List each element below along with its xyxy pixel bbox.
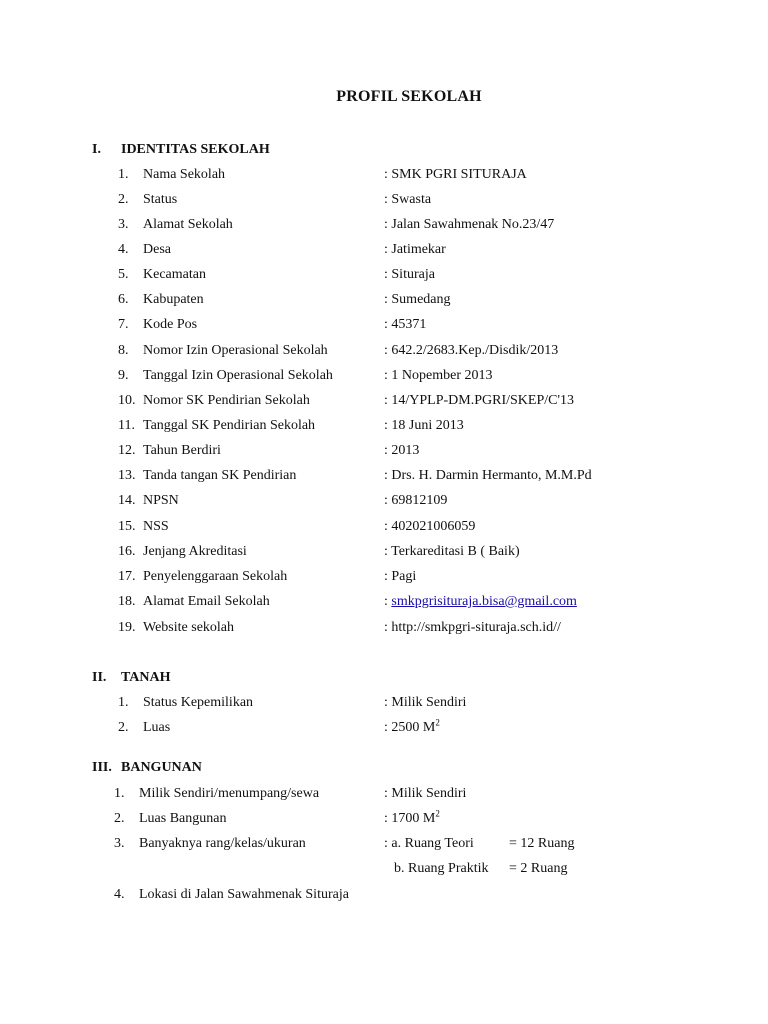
item-value: : 18 Juni 2013: [384, 418, 464, 433]
list-item: [0, 620, 768, 642]
item-label: NPSN: [143, 493, 179, 508]
item-value: : a. Ruang Teori: [384, 836, 474, 851]
item-value: : 69812109: [384, 493, 448, 508]
item-number: 7.: [118, 317, 129, 332]
item-equals-value: = 2 Ruang: [509, 861, 568, 876]
superscript: 2: [435, 808, 440, 819]
item-value: : http://smkpgri-situraja.sch.id//: [384, 620, 561, 635]
item-value: [384, 808, 440, 827]
item-label: Tanda tangan SK Pendirian: [143, 468, 297, 483]
item-number: 6.: [118, 292, 129, 307]
list-item: [0, 786, 768, 808]
item-number: 3.: [118, 217, 129, 232]
item-number: 2.: [114, 811, 125, 826]
item-label: Alamat Email Sekolah: [143, 594, 270, 609]
list-item: [0, 242, 768, 264]
item-label: NSS: [143, 519, 169, 534]
item-value: : 402021006059: [384, 519, 476, 534]
item-label: Website sekolah: [143, 620, 235, 635]
list-item: [0, 887, 768, 909]
item-number: 14.: [118, 493, 136, 508]
list-item: [0, 493, 768, 515]
list-item: [0, 808, 768, 833]
item-number: 4.: [114, 887, 125, 902]
item-number: 1.: [118, 695, 129, 710]
list-item: [0, 368, 768, 390]
item-number: 1.: [114, 786, 125, 801]
item-value: b. Ruang Praktik: [394, 861, 489, 876]
item-number: 13.: [118, 468, 136, 483]
list-item: [0, 217, 768, 239]
list-item: [0, 695, 768, 717]
list-item: [0, 343, 768, 365]
item-value: : Situraja: [384, 267, 435, 282]
item-value: : Swasta: [384, 192, 432, 207]
list-item: [0, 167, 768, 189]
list-item: [0, 717, 768, 742]
item-value: : Pagi: [384, 569, 417, 584]
section-heading-tanah: [92, 670, 171, 686]
section-title: IDENTITAS SEKOLAH: [121, 142, 270, 157]
list-item: [0, 569, 768, 591]
item-value: : SMK PGRI SITURAJA: [384, 167, 527, 182]
item-value: : Jalan Sawahmenak No.23/47: [384, 217, 555, 232]
item-number: 5.: [118, 267, 129, 282]
item-value: : 2013: [384, 443, 420, 458]
item-label: Nomor SK Pendirian Sekolah: [143, 393, 310, 408]
section-number: III.: [92, 760, 112, 775]
section-number: II.: [92, 670, 107, 685]
item-value: : Milik Sendiri: [384, 695, 467, 710]
item-label: Alamat Sekolah: [143, 217, 233, 232]
list-item: [0, 468, 768, 490]
superscript: 2: [435, 717, 440, 728]
item-number: 4.: [118, 242, 129, 257]
item-number: 8.: [118, 343, 129, 358]
list-item: [0, 393, 768, 415]
item-value: : Sumedang: [384, 292, 451, 307]
section-heading-identitas: [92, 142, 270, 158]
item-label: Luas: [143, 720, 171, 735]
item-number: 18.: [118, 594, 136, 609]
list-item: [0, 267, 768, 289]
item-label: Banyaknya rang/kelas/ukuran: [139, 836, 306, 851]
email-link[interactable]: smkpgrisituraja.bisa@gmail.com: [391, 594, 577, 609]
item-number: 9.: [118, 368, 129, 383]
item-value: : Milik Sendiri: [384, 786, 467, 801]
item-label: Kecamatan: [143, 267, 206, 282]
list-item: [0, 192, 768, 214]
item-label: Milik Sendiri/menumpang/sewa: [139, 786, 320, 801]
list-item: [0, 594, 768, 616]
item-label: Kode Pos: [143, 317, 198, 332]
item-value: [384, 717, 440, 736]
item-value: : Terkareditasi B ( Baik): [384, 544, 520, 559]
list-item: [0, 836, 768, 858]
item-label: Nama Sekolah: [143, 167, 226, 182]
item-number: 2.: [118, 720, 129, 735]
item-label: Tanggal SK Pendirian Sekolah: [143, 418, 316, 433]
section-number: I.: [92, 142, 101, 157]
section-heading-bangunan: [92, 760, 202, 776]
list-item: [0, 418, 768, 440]
value-prefix: :: [384, 594, 392, 609]
item-label: Penyelenggaraan Sekolah: [143, 569, 288, 584]
item-label: Lokasi di Jalan Sawahmenak Situraja: [139, 887, 349, 902]
item-label: Nomor Izin Operasional Sekolah: [143, 343, 328, 358]
item-value: : Jatimekar: [384, 242, 446, 257]
item-number: 12.: [118, 443, 136, 458]
item-number: 2.: [118, 192, 129, 207]
item-number: 15.: [118, 519, 136, 534]
item-label: Luas Bangunan: [139, 811, 227, 826]
item-label: Tanggal Izin Operasional Sekolah: [143, 368, 333, 383]
list-item: [0, 317, 768, 339]
list-item: [0, 443, 768, 465]
item-number: 10.: [118, 393, 136, 408]
item-label: Status Kepemilikan: [143, 695, 254, 710]
item-value: : 642.2/2683.Kep./Disdik/2013: [384, 343, 559, 358]
list-item: [0, 861, 768, 883]
item-number: 1.: [118, 167, 129, 182]
page-title: PROFIL SEKOLAH: [336, 88, 482, 105]
item-value: [384, 594, 577, 610]
item-number: 11.: [118, 418, 135, 433]
item-number: 17.: [118, 569, 136, 584]
item-value: : Drs. H. Darmin Hermanto, M.M.Pd: [384, 468, 592, 483]
item-number: 3.: [114, 836, 125, 851]
item-value: : 1 Nopember 2013: [384, 368, 493, 383]
list-item: [0, 544, 768, 566]
item-label: Kabupaten: [143, 292, 204, 307]
item-label: Status: [143, 192, 178, 207]
item-equals-value: = 12 Ruang: [509, 836, 575, 851]
list-item: [0, 292, 768, 314]
item-label: Desa: [143, 242, 171, 257]
section-title: TANAH: [121, 670, 171, 685]
item-number: 16.: [118, 544, 136, 559]
section-title: BANGUNAN: [121, 760, 202, 775]
item-value: : 14/YPLP-DM.PGRI/SKEP/C'13: [384, 393, 575, 408]
list-item: [0, 519, 768, 541]
item-value: : 45371: [384, 317, 427, 332]
item-label: Jenjang Akreditasi: [143, 544, 247, 559]
value-text: : 2500 M: [384, 720, 436, 735]
item-number: 19.: [118, 620, 136, 635]
item-label: Tahun Berdiri: [143, 443, 221, 458]
value-text: : 1700 M: [384, 811, 436, 826]
